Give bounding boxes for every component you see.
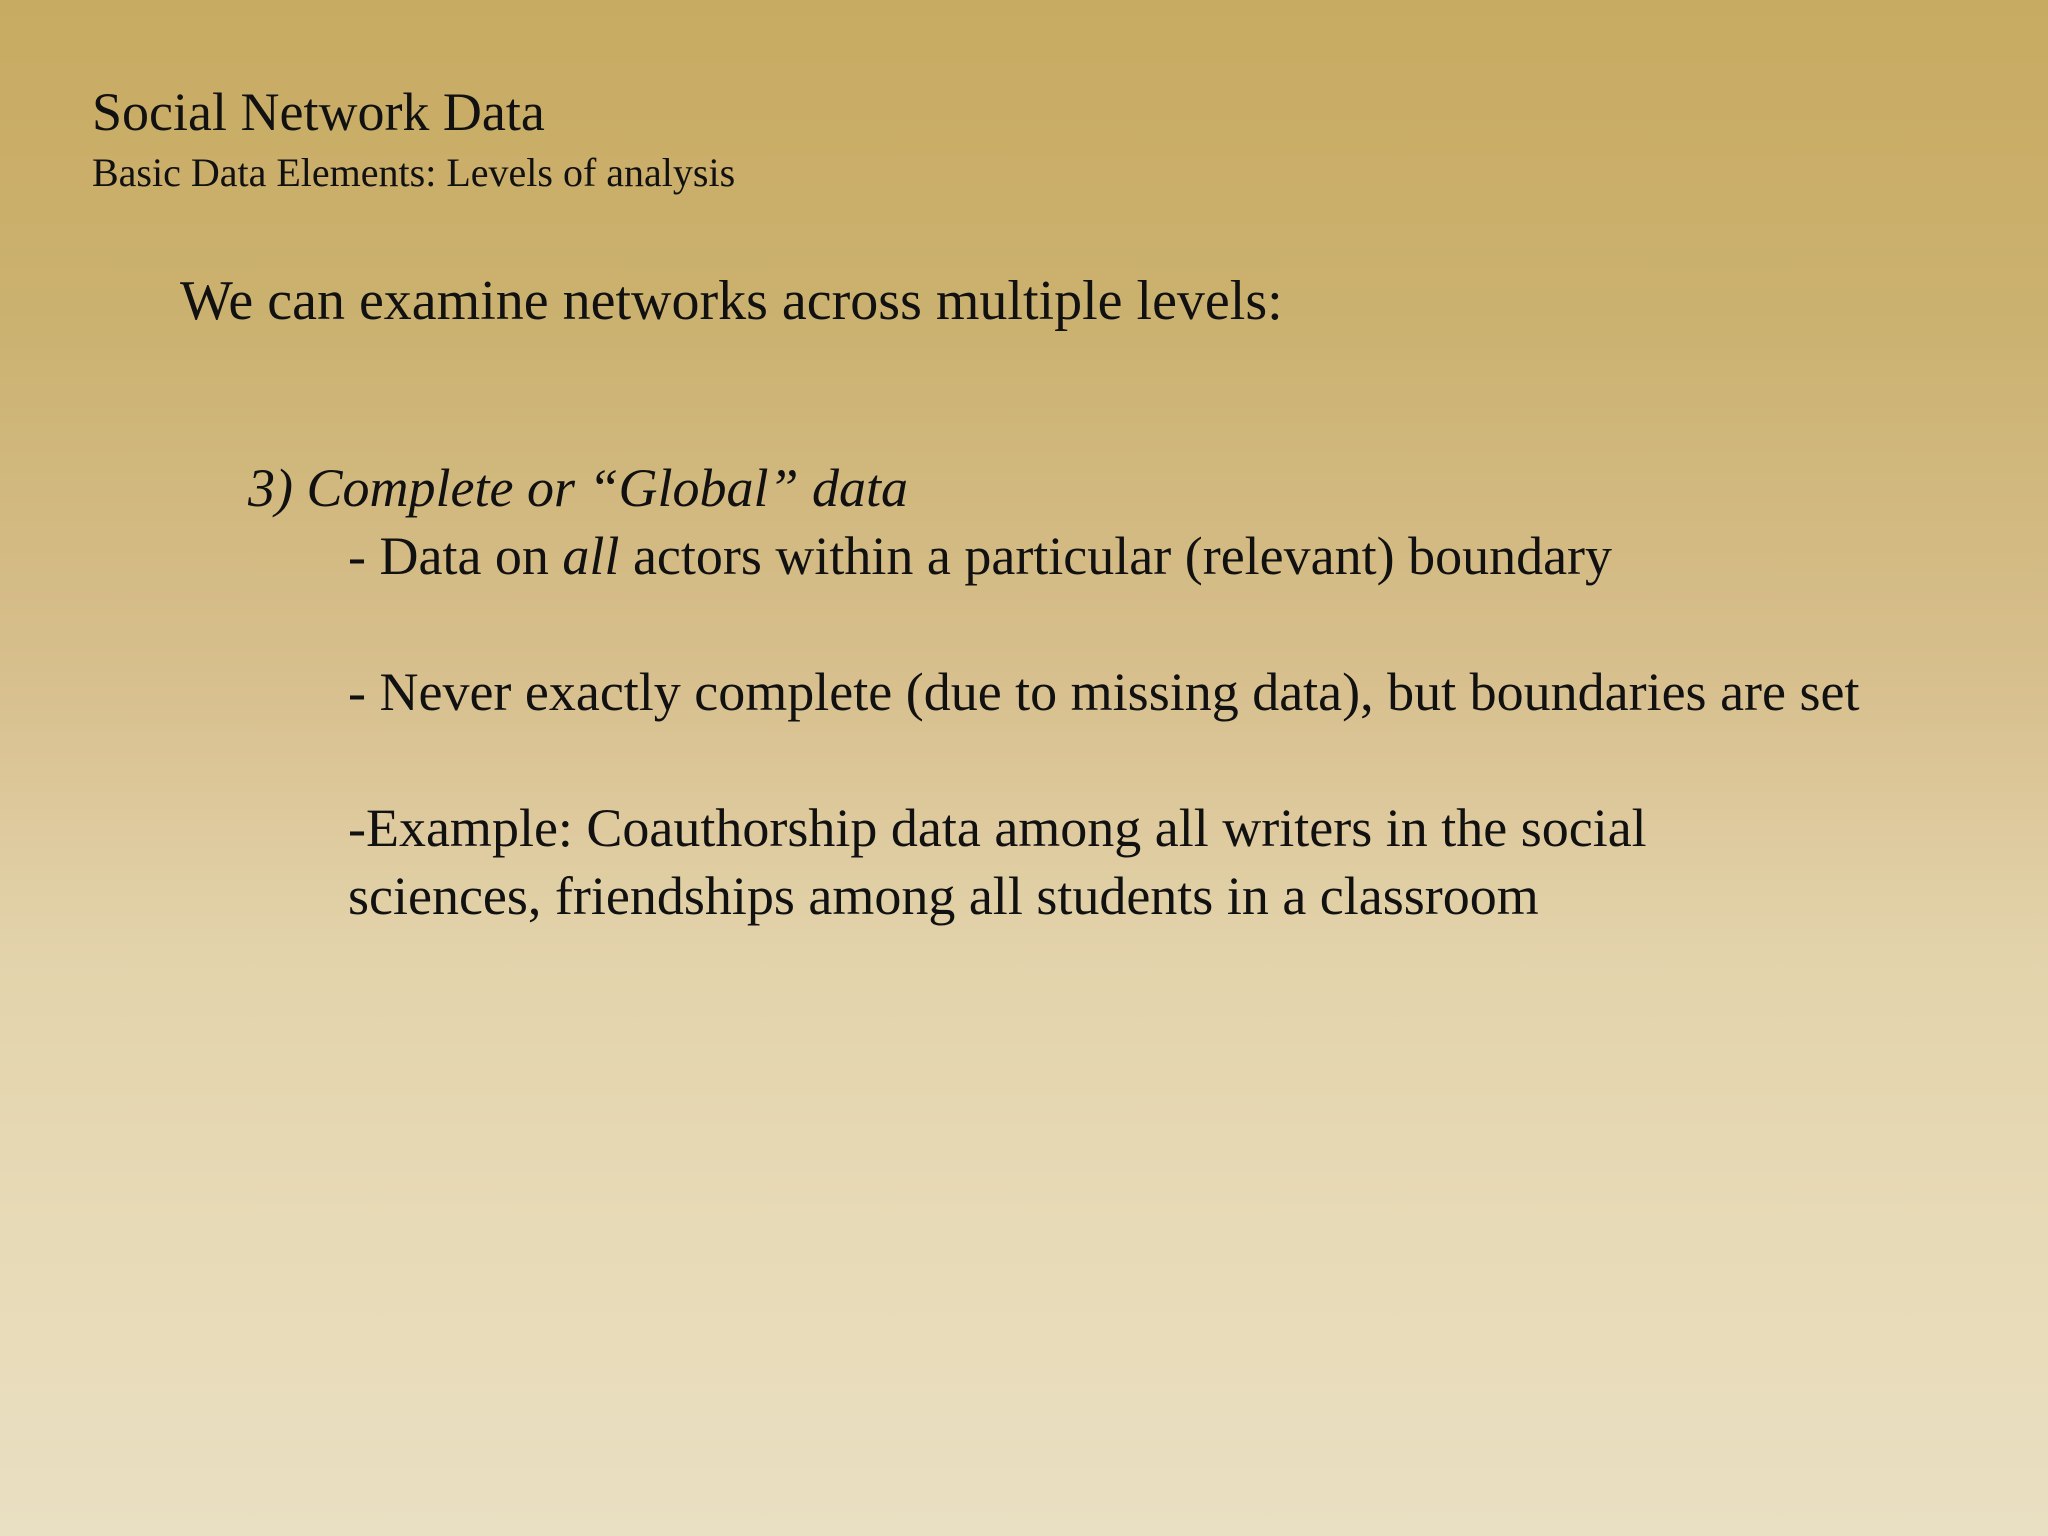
bullet-example [348,794,1647,930]
intro-text: We can examine networks across multiple levels: [180,270,1283,332]
level-heading: 3) Complete or “Global” data [248,458,909,518]
bullet-text-after: actors within a particular (relevant) boundary [619,526,1613,586]
slide-title: Social Network Data [92,82,545,142]
bullet-emphasis: all [562,526,620,586]
bullet-text-before: - Data on [348,526,563,586]
bullet-all-actors [348,522,1612,590]
slide-subtitle: Basic Data Elements: Levels of analysis [92,150,736,195]
bullet-never-complete: - Never exactly complete (due to missing data), but boundaries are set [348,662,1860,722]
bullet-example-line2: sciences, friendships among all students in a classroom [348,866,1539,926]
bullet-example-line1: -Example: Coauthorship data among all writers in the social [348,798,1647,858]
